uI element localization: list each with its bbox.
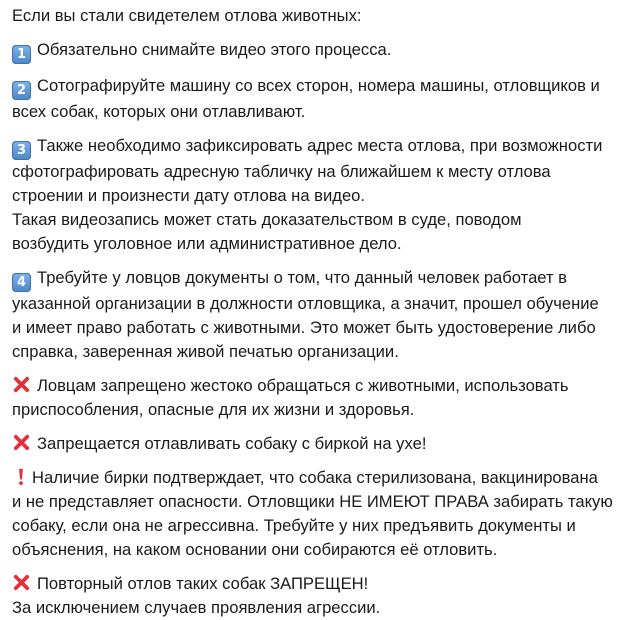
item-text: всех собак, которых они отлавливают. — [12, 102, 306, 121]
list-item — [12, 374, 629, 422]
item-text: Повторный отлов таких собак ЗАПРЕЩЕН! — [37, 574, 369, 593]
item-text-line — [12, 572, 629, 596]
item-text-line — [12, 74, 629, 100]
item-text-line — [12, 596, 629, 620]
intro-text: Если вы стали свидетелем отлова животных: — [12, 6, 362, 25]
list-item — [12, 466, 629, 562]
list-item — [12, 38, 629, 64]
keycap-4-icon: 4 — [12, 273, 31, 292]
item-text: и не представляет опасности. Отловщики НЕ ИМЕЮТ ПРАВА забирать такую — [12, 492, 613, 511]
item-text: Запрещается отлавливать собаку с биркой на ухе! — [37, 434, 427, 453]
item-text-line — [12, 466, 629, 490]
item-text-line — [12, 232, 629, 256]
keycap-3-icon: 3 — [12, 141, 31, 160]
item-text: Наличие бирки подтверждает, что собака стерилизована, вакцинирована — [32, 468, 598, 487]
item-text: приспособления, опасные для их жизни и здоровья. — [12, 400, 415, 419]
item-text: объяснения, на каком основании они собираются её отловить. — [12, 540, 498, 559]
keycap-1-icon: 1 — [12, 45, 31, 64]
exclamation-icon — [16, 467, 26, 486]
item-text: За исключением случаев проявления агрессии. — [12, 598, 381, 617]
list-item — [12, 432, 629, 456]
item-text-line — [12, 432, 629, 456]
item-text-line — [12, 398, 629, 422]
item-text-line — [12, 266, 629, 292]
item-text: Также необходимо зафиксировать адрес места отлова, при возможности — [37, 136, 603, 155]
item-text: Ловцам запрещено жестоко обращаться с животными, использовать — [37, 376, 569, 395]
list-item — [12, 266, 629, 364]
cross-mark-icon — [12, 433, 31, 452]
item-text-line — [12, 100, 629, 124]
item-text-line — [12, 514, 629, 538]
item-text: указанной организации в должности отловщика, а значит, прошел обучение — [12, 294, 599, 313]
item-text: строении и произнести дату отлова на видео. — [12, 186, 366, 205]
item-text-line — [12, 340, 629, 364]
item-text-line — [12, 208, 629, 232]
item-text-line — [12, 38, 629, 64]
item-text-line — [12, 184, 629, 208]
item-text: возбудить уголовное или административное дело. — [12, 234, 402, 253]
list-item — [12, 74, 629, 124]
item-text: Такая видеозапись может стать доказательством в суде, поводом — [12, 210, 522, 229]
item-text: справка, заверенная живой печатью организации. — [12, 342, 399, 361]
item-text-line — [12, 374, 629, 398]
item-text: и имеет право работать с животными. Это может быть удостоверение либо — [12, 318, 596, 337]
keycap-2-icon: 2 — [12, 81, 31, 100]
item-text-line — [12, 160, 629, 184]
item-text-line — [12, 134, 629, 160]
item-text-line — [12, 490, 629, 514]
item-text-line — [12, 316, 629, 340]
item-text: Требуйте у ловцов документы о том, что данный человек работает в — [37, 268, 568, 287]
item-text: сфотографировать адресную табличку на ближайшем к месту отлова — [12, 162, 551, 181]
cross-mark-icon — [12, 375, 31, 394]
item-text: собаку, если она не агрессивна. Требуйте у них предъявить документы и — [12, 516, 576, 535]
instruction-list — [12, 38, 629, 620]
cross-mark-icon — [12, 573, 31, 592]
item-text-line — [12, 538, 629, 562]
item-text: Сотографируйте машину со всех сторон, номера машины, отловщиков и — [37, 76, 600, 95]
list-item — [12, 134, 629, 256]
item-text-line — [12, 292, 629, 316]
item-text: Обязательно снимайте видео этого процесса. — [37, 40, 392, 59]
